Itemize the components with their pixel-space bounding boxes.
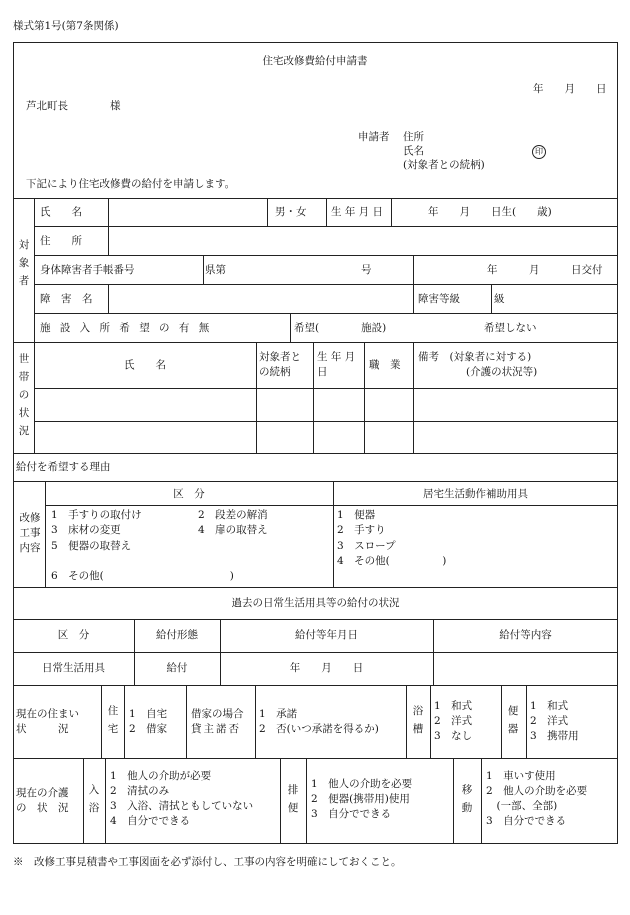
house-option-2[interactable]: 2 借家 bbox=[129, 723, 168, 735]
handbook-number-suffix: 号 bbox=[361, 264, 372, 276]
bath-option-3[interactable]: 3 なし bbox=[434, 730, 473, 742]
applicant-name-label: 氏名 bbox=[403, 145, 424, 157]
consent-option-2[interactable]: 2 否(いつ承諾を得るか) bbox=[259, 723, 379, 735]
facility-no-wish-option[interactable]: 希望しない bbox=[484, 322, 537, 334]
household-side-label: 世帯の状況 bbox=[18, 353, 30, 437]
handbook-issue-date[interactable]: 年 月 日交付 bbox=[487, 264, 603, 276]
house-option-1[interactable]: 1 自宅 bbox=[129, 708, 168, 720]
application-date[interactable]: 年 月 日 bbox=[533, 83, 607, 95]
facility-wish-label: 施 設 入 所 希 望 の 有 無 bbox=[40, 322, 213, 334]
form-title: 住宅改修費給付申請書 bbox=[262, 55, 368, 67]
mobility-option-2-note: (一部、全部) bbox=[486, 800, 558, 812]
household-relation-col-2: の続柄 bbox=[259, 366, 291, 378]
renovation-item-1[interactable]: 1 手すりの取付け bbox=[51, 509, 142, 521]
birthdate-label: 生 年 月 日 bbox=[331, 206, 384, 218]
subject-side-label: 対象者 bbox=[18, 239, 30, 287]
handbook-prefecture[interactable]: 県第 bbox=[205, 264, 226, 276]
aid-item-3[interactable]: 3 スロープ bbox=[337, 540, 396, 552]
mobility-label: 移動 bbox=[461, 784, 473, 814]
disability-grade-suffix[interactable]: 級 bbox=[494, 293, 505, 305]
house-label: 住宅 bbox=[107, 705, 119, 735]
renovation-item-2[interactable]: 2 段差の解消 bbox=[198, 509, 268, 521]
consent-option-1[interactable]: 1 承諾 bbox=[259, 708, 298, 720]
household-row-1[interactable] bbox=[36, 390, 616, 420]
subject-name-field[interactable] bbox=[110, 200, 265, 224]
history-title: 過去の日常生活用具等の給付の状況 bbox=[231, 597, 400, 609]
household-row-2[interactable] bbox=[36, 423, 616, 452]
history-row-date[interactable]: 年 月 日 bbox=[289, 662, 364, 674]
recipient-line: 芦北町長 様 bbox=[26, 100, 121, 112]
mobility-option-3[interactable]: 3 自分でできる bbox=[486, 815, 567, 827]
history-form-col: 給付形態 bbox=[156, 629, 198, 641]
history-row-category: 日常生活用具 bbox=[42, 662, 105, 674]
mobility-option-1[interactable]: 1 車いす使用 bbox=[486, 770, 556, 782]
toilet-option-2[interactable]: 2 洋式 bbox=[530, 715, 569, 727]
gender-choice[interactable]: 男・女 bbox=[275, 206, 307, 218]
care-label-1: 現在の介護 bbox=[16, 787, 69, 799]
aid-item-2[interactable]: 2 手すり bbox=[337, 524, 386, 536]
excretion-option-1[interactable]: 1 他人の介助を必要 bbox=[311, 778, 413, 790]
household-remarks-col-2: (介護の状況等) bbox=[466, 366, 538, 378]
history-date-col: 給付等年月日 bbox=[295, 629, 358, 641]
renovation-category-header: 区 分 bbox=[173, 488, 205, 500]
history-category-col: 区 分 bbox=[57, 629, 90, 641]
bath-option-1[interactable]: 1 和式 bbox=[434, 700, 473, 712]
disability-field[interactable] bbox=[110, 286, 411, 311]
household-job-col: 職 業 bbox=[369, 359, 401, 371]
aid-item-4[interactable]: 4 その他( ) bbox=[337, 555, 447, 567]
aid-item-1[interactable]: 1 便器 bbox=[337, 509, 376, 521]
excretion-option-3[interactable]: 3 自分でできる bbox=[311, 808, 392, 820]
applicant-address-label: 住所 bbox=[403, 131, 424, 143]
household-birth-col-1: 生 年 月 bbox=[317, 351, 356, 363]
seal-mark: 印 bbox=[532, 145, 546, 159]
toilet-option-3[interactable]: 3 携帯用 bbox=[530, 730, 579, 742]
bath-label: 浴槽 bbox=[412, 705, 424, 735]
household-name-col: 氏 名 bbox=[124, 359, 166, 371]
history-row-content-field[interactable] bbox=[435, 654, 616, 683]
subject-name-label: 氏 名 bbox=[40, 206, 82, 218]
rental-label-2: 貸主諾否 bbox=[191, 723, 241, 735]
applicant-relation-label: (対象者との続柄) bbox=[403, 159, 485, 171]
renovation-item-3[interactable]: 3 床材の変更 bbox=[51, 524, 121, 536]
reason-label: 給付を希望する理由 bbox=[16, 461, 111, 473]
renovation-item-5[interactable]: 5 便器の取替え bbox=[51, 540, 132, 552]
form-number-note: 様式第1号(第7条関係) bbox=[13, 20, 119, 32]
history-content-col: 給付等内容 bbox=[499, 629, 552, 641]
bath-option-2[interactable]: 2 洋式 bbox=[434, 715, 473, 727]
disability-grade-label: 障害等級 bbox=[418, 293, 460, 305]
bathing-option-2[interactable]: 2 清拭のみ bbox=[110, 785, 170, 797]
excretion-option-2[interactable]: 2 便器(携帯用)使用 bbox=[311, 793, 410, 805]
toilet-label: 便器 bbox=[507, 705, 519, 735]
household-birth-col-2: 日 bbox=[317, 366, 328, 378]
bathing-option-1[interactable]: 1 他人の介助が必要 bbox=[110, 770, 212, 782]
renovation-side-label: 改修工事内容 bbox=[19, 512, 41, 554]
toilet-option-1[interactable]: 1 和式 bbox=[530, 700, 569, 712]
facility-wish-option[interactable]: 希望( 施設) bbox=[294, 322, 387, 334]
disability-label: 障 害 名 bbox=[40, 293, 93, 305]
handbook-number-label: 身体障害者手帳番号 bbox=[40, 264, 135, 276]
renovation-item-6[interactable]: 6 その他( ) bbox=[51, 570, 234, 582]
subject-address-field[interactable] bbox=[110, 228, 615, 253]
history-row-form: 給付 bbox=[166, 662, 188, 674]
intro-text: 下記により住宅改修費の給付を申請します。 bbox=[26, 178, 236, 190]
birthdate-value[interactable]: 年 月 日生( 歳) bbox=[428, 206, 552, 218]
mobility-option-2[interactable]: 2 他人の介助を必要 bbox=[486, 785, 588, 797]
household-remarks-col-1: 備考 (対象者に対する) bbox=[418, 351, 532, 363]
residence-label-1: 現在の住まい bbox=[16, 708, 79, 720]
rental-label-1: 借家の場合 bbox=[191, 708, 244, 720]
applicant-label: 申請者 bbox=[358, 131, 390, 143]
bathing-option-4[interactable]: 4 自分でできる bbox=[110, 815, 191, 827]
renovation-item-4[interactable]: 4 扉の取替え bbox=[198, 524, 268, 536]
household-relation-col-1: 対象者と bbox=[259, 351, 301, 363]
subject-address-label: 住 所 bbox=[40, 235, 82, 247]
bathing-option-3[interactable]: 3 入浴、清拭ともしていない bbox=[110, 800, 254, 812]
care-label-2: の 状 況 bbox=[16, 802, 69, 814]
residence-label-2: 状 況 bbox=[16, 723, 69, 735]
footnote: ※ 改修工事見積書や工事図面を必ず添付し、工事の内容を明確にしておくこと。 bbox=[13, 856, 402, 868]
renovation-aid-header: 居宅生活動作補助用具 bbox=[423, 488, 528, 500]
bathing-label: 入浴 bbox=[88, 784, 100, 814]
excretion-label: 排便 bbox=[287, 784, 299, 814]
